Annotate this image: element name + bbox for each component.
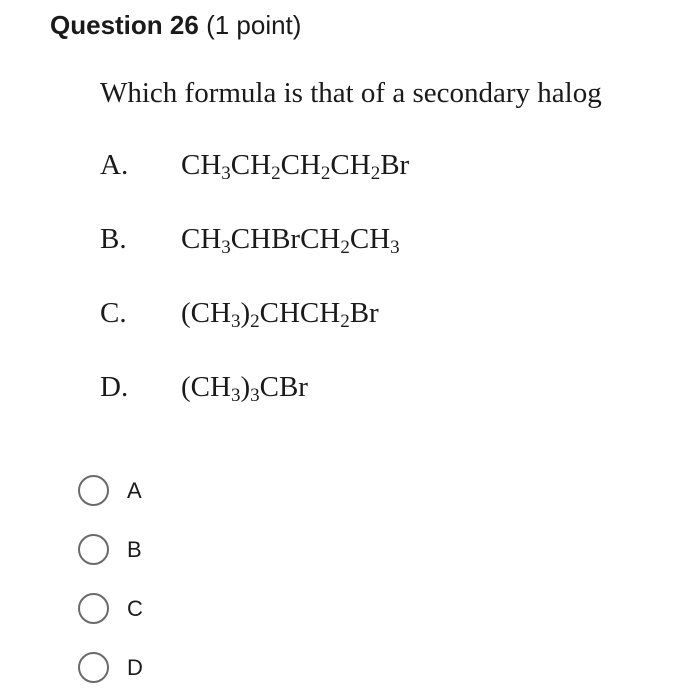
choice-letter: D. [100,371,129,403]
formula-subscript: 2 [250,311,260,332]
radio-button[interactable] [78,475,109,506]
answer-label[interactable]: A [127,478,142,503]
formula-subscript: 2 [340,237,350,258]
formula-subscript: 3 [390,237,400,258]
choice-formula: $(CH_3)_3CBr$ [181,371,308,406]
formula-subscript: 2 [340,311,350,332]
question-stem: Which formula is that of a secondary halog [100,77,602,109]
choice-formula: $CH_3CH_2CH_2CH_2Br$ [181,149,410,184]
choice-letter: B. [100,223,127,255]
choice-letter: A. [100,149,129,181]
choice-formula: $CH_3CHBrCH_2CH_3$ [181,223,400,258]
formula-subscript: 3 [221,163,231,184]
formula-subscript: 2 [320,163,331,184]
radio-button[interactable] [78,652,109,683]
formula-subscript: 3 [230,385,241,406]
answer-label[interactable]: B [127,537,142,562]
answer-label[interactable]: D [127,655,143,680]
question-title: Question 26 [50,10,199,40]
radio-button[interactable] [78,593,109,624]
formula-subscript: 2 [370,163,381,184]
formula-subscript: 3 [250,385,260,406]
choice-formula: $(CH_3)_2CHCH_2Br$ [181,297,379,332]
answer-label[interactable]: C [127,596,143,621]
formula-subscript: 3 [221,237,231,258]
question-header [50,7,301,43]
formula-subscript: 3 [230,311,241,332]
question-points: (1 point) [206,10,302,40]
radio-button[interactable] [78,534,109,565]
formula-subscript: 2 [271,163,281,184]
choice-letter: C. [100,297,127,329]
